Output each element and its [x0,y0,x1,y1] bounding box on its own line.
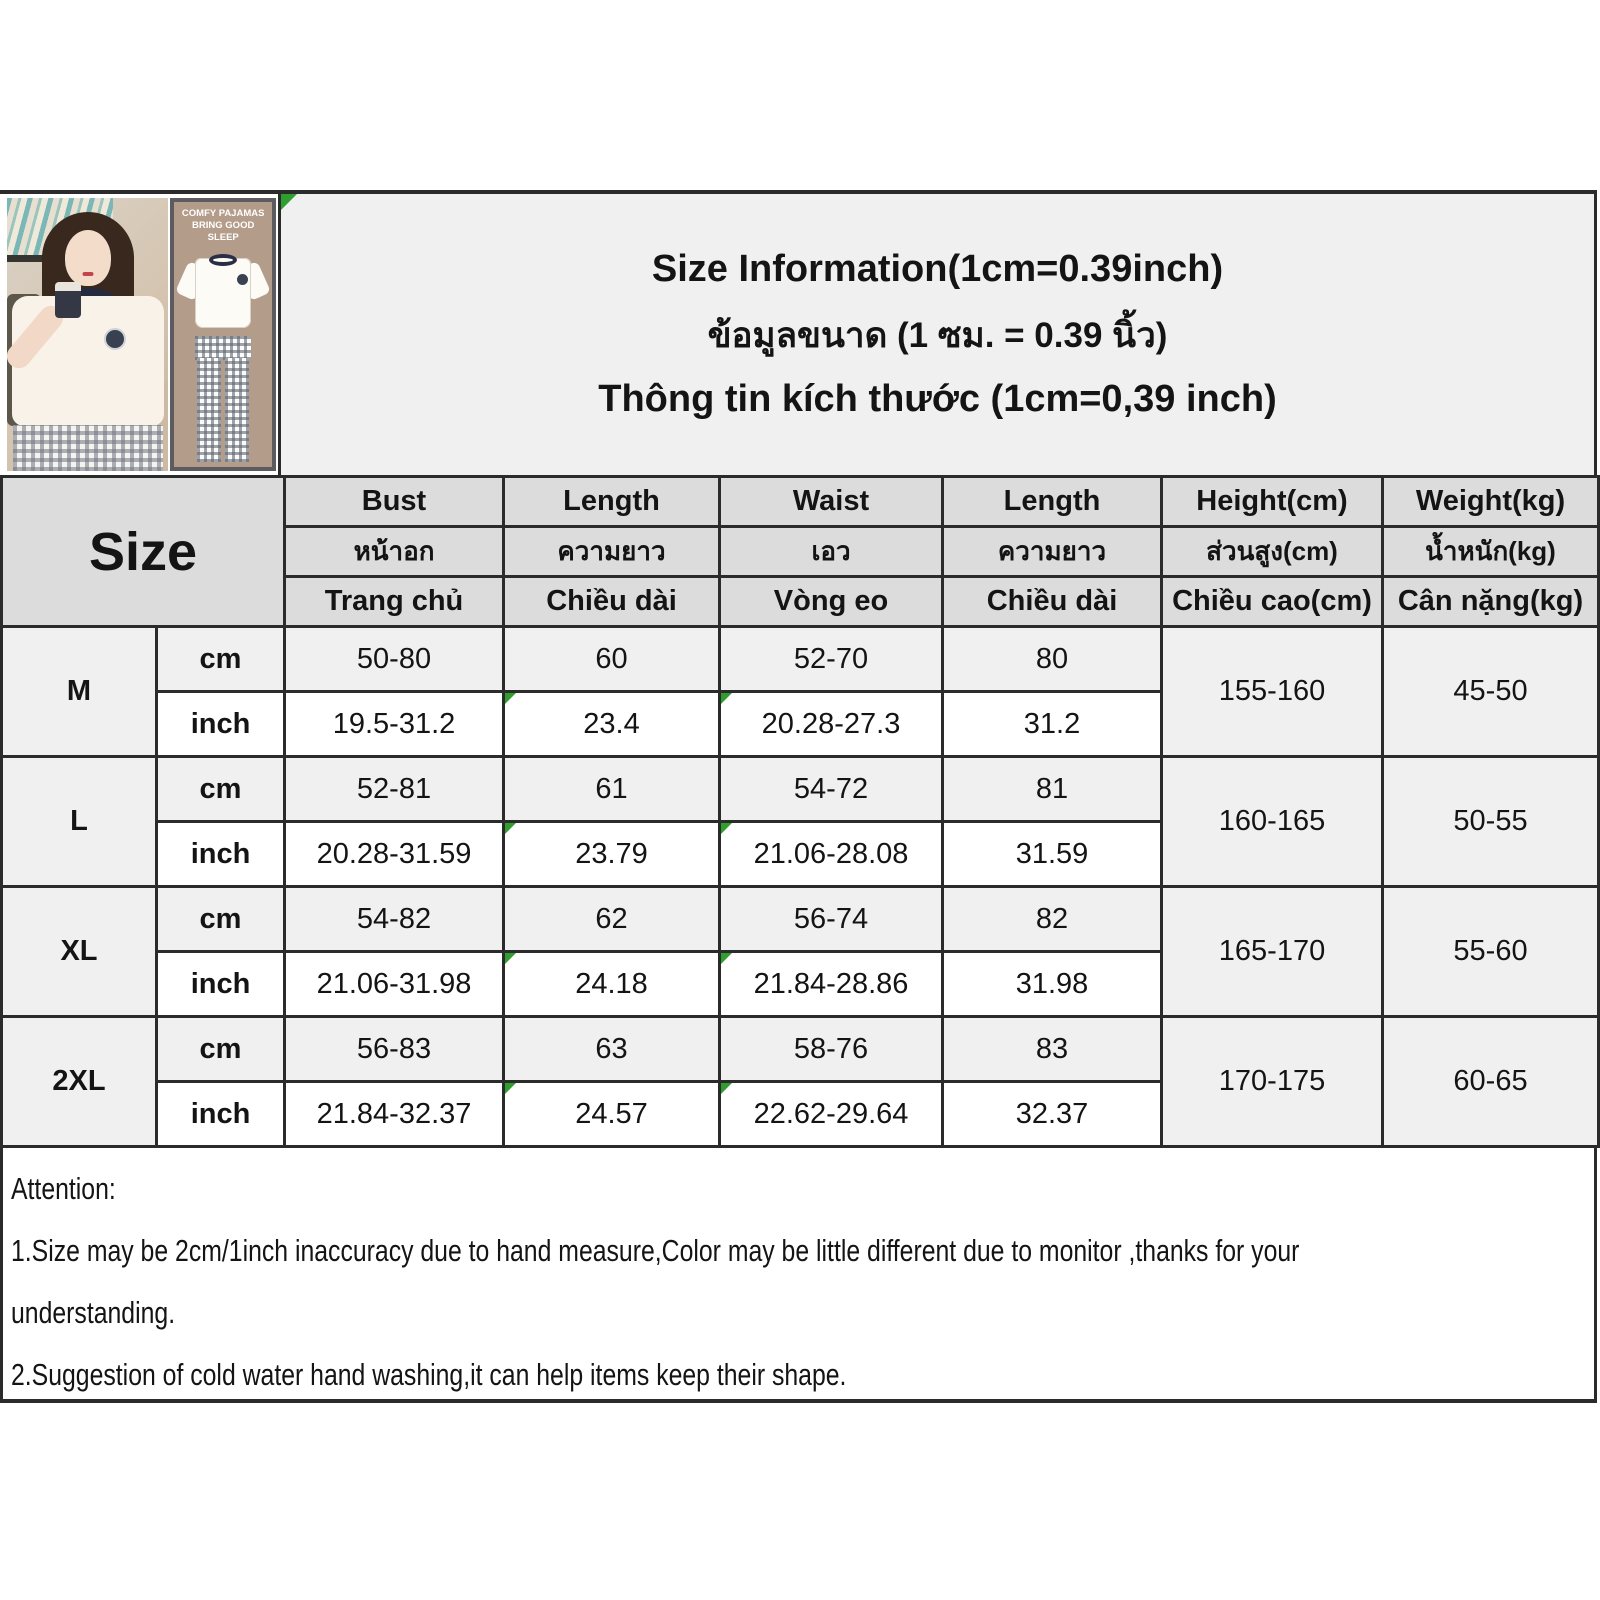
corner-flag-icon [505,823,516,834]
col-header-length-pants-th: ความยาว [943,527,1162,577]
cell-value: 21.84-28.86 [753,967,909,1000]
tshirt-collar [209,254,237,266]
unit-label: inch [157,822,285,887]
col-header-length-top-en: Length [504,477,720,527]
cell-m-length-pants-inch: 31.2 [943,692,1162,757]
title-vietnamese: Thông tin kích thước (1cm=0,39 inch) [598,378,1277,420]
cell-l-length-pants-cm: 81 [943,757,1162,822]
drink-cup [55,282,81,318]
col-header-bust-en: Bust [285,477,504,527]
cell-value: 20.28-27.3 [761,707,901,740]
table-row [2,757,1599,822]
col-header-waist-en: Waist [720,477,943,527]
pants-illustration [195,336,251,462]
cell-xl-bust-inch: 21.06-31.98 [285,952,504,1017]
cell-l-bust-inch: 20.28-31.59 [285,822,504,887]
cell-l-length-pants-inch: 31.59 [943,822,1162,887]
cell-m-bust-cm: 50-80 [285,627,504,692]
pants-leg-left [197,358,221,462]
cell-2xl-bust-cm: 56-83 [285,1017,504,1082]
size-table [0,475,1600,1148]
col-header-bust-th: หน้าอก [285,527,504,577]
attention-notes [0,1148,1597,1403]
cell-2xl-waist-inch [720,1082,943,1147]
cell-2xl-height: 170-175 [1162,1017,1383,1147]
cell-value: 23.4 [583,707,640,740]
cell-xl-weight: 55-60 [1383,887,1599,1017]
col-header-bust-vi: Trang chủ [285,577,504,627]
col-header-waist-th: เอว [720,527,943,577]
cell-2xl-length-pants-cm: 83 [943,1017,1162,1082]
title-box [281,194,1594,475]
size-label-m: M [2,627,157,757]
corner-flag-icon [505,693,516,704]
size-label-l: L [2,757,157,887]
header-row [0,190,1597,475]
model-lips [82,272,93,276]
attention-heading: Attention: [11,1171,116,1206]
corner-flag-icon [505,1083,516,1094]
cell-2xl-bust-inch: 21.84-32.37 [285,1082,504,1147]
cell-m-length-pants-cm: 80 [943,627,1162,692]
cell-2xl-length-top-inch [504,1082,720,1147]
cell-l-length-top-cm: 61 [504,757,720,822]
card-slogan: COMFY PAJAMAS BRING GOOD SLEEP [181,208,265,243]
corner-flag-icon [505,953,516,964]
col-header-length-pants-vi: Chiều dài [943,577,1162,627]
cell-m-weight: 45-50 [1383,627,1599,757]
col-header-length-pants-en: Length [943,477,1162,527]
pajama-set-card [170,198,276,471]
col-header-height-th: ส่วนสูง(cm) [1162,527,1383,577]
cell-value: 23.79 [575,837,648,870]
cell-xl-height: 165-170 [1162,887,1383,1017]
size-label-2xl: 2XL [2,1017,157,1147]
cell-2xl-length-pants-inch: 32.37 [943,1082,1162,1147]
table-row [2,887,1599,952]
unit-label: inch [157,692,285,757]
unit-label: inch [157,952,285,1017]
size-label-xl: XL [2,887,157,1017]
unit-label: cm [157,887,285,952]
cell-xl-length-pants-cm: 82 [943,887,1162,952]
plaid-pants [13,425,163,471]
pajama-top [12,296,164,426]
pants-leg-right [225,358,249,462]
model-photo [7,198,168,471]
col-header-waist-vi: Vòng eo [720,577,943,627]
col-header-height-vi: Chiều cao(cm) [1162,577,1383,627]
cell-xl-waist-cm: 56-74 [720,887,943,952]
tshirt-illustration [180,254,266,330]
cell-2xl-waist-cm: 58-76 [720,1017,943,1082]
attention-note-1-line-2: understanding. [11,1295,176,1330]
cell-m-length-top-cm: 60 [504,627,720,692]
cell-2xl-length-top-cm: 63 [504,1017,720,1082]
corner-flag-icon [721,953,732,964]
cell-value: 21.06-28.08 [753,837,909,870]
cell-m-bust-inch: 19.5-31.2 [285,692,504,757]
cell-xl-length-top-cm: 62 [504,887,720,952]
corner-flag-icon [721,693,732,704]
cell-m-waist-cm: 52-70 [720,627,943,692]
product-photo-block [0,194,281,475]
cell-l-waist-inch [720,822,943,887]
cell-value: 22.62-29.64 [753,1097,909,1130]
size-chart-content [0,190,1597,1403]
cell-l-bust-cm: 52-81 [285,757,504,822]
unit-label: cm [157,1017,285,1082]
size-corner-header: Size [2,477,285,627]
col-header-height-en: Height(cm) [1162,477,1383,527]
col-header-weight-en: Weight(kg) [1383,477,1599,527]
unit-label: cm [157,757,285,822]
col-header-length-top-vi: Chiều dài [504,577,720,627]
cell-l-length-top-inch [504,822,720,887]
col-header-weight-vi: Cân nặng(kg) [1383,577,1599,627]
cell-m-height: 155-160 [1162,627,1383,757]
table-row [2,1017,1599,1082]
cell-xl-length-pants-inch: 31.98 [943,952,1162,1017]
corner-flag-icon [721,1083,732,1094]
cell-m-length-top-inch [504,692,720,757]
model-face [65,230,111,286]
unit-label: inch [157,1082,285,1147]
col-header-weight-th: น้ำหนัก(kg) [1383,527,1599,577]
cell-value: 24.18 [575,967,648,1000]
cell-xl-waist-inch [720,952,943,1017]
attention-note-2: 2.Suggestion of cold water hand washing,it can help items keep their shape. [11,1357,847,1392]
chest-logo [104,328,126,350]
cell-xl-length-top-inch [504,952,720,1017]
corner-flag-icon [721,823,732,834]
attention-note-1-line-1: 1.Size may be 2cm/1inch inaccuracy due to hand measure,Color may be little different due to monitor ,thanks for your [11,1233,1300,1268]
cell-2xl-weight: 60-65 [1383,1017,1599,1147]
cell-value: 24.57 [575,1097,648,1130]
cell-l-waist-cm: 54-72 [720,757,943,822]
corner-flag-icon [281,194,297,210]
title-english: Size Information(1cm=0.39inch) [651,248,1224,290]
table-row [2,627,1599,692]
col-header-length-top-th: ความยาว [504,527,720,577]
cell-l-weight: 50-55 [1383,757,1599,887]
cell-m-waist-inch [720,692,943,757]
unit-label: cm [157,627,285,692]
cell-xl-bust-cm: 54-82 [285,887,504,952]
tshirt-body [195,258,251,328]
cell-l-height: 160-165 [1162,757,1383,887]
pants-waist [195,336,251,360]
title-thai: ข้อมูลขนาด (1 ซม. = 0.39 นิ้ว) [707,316,1168,355]
